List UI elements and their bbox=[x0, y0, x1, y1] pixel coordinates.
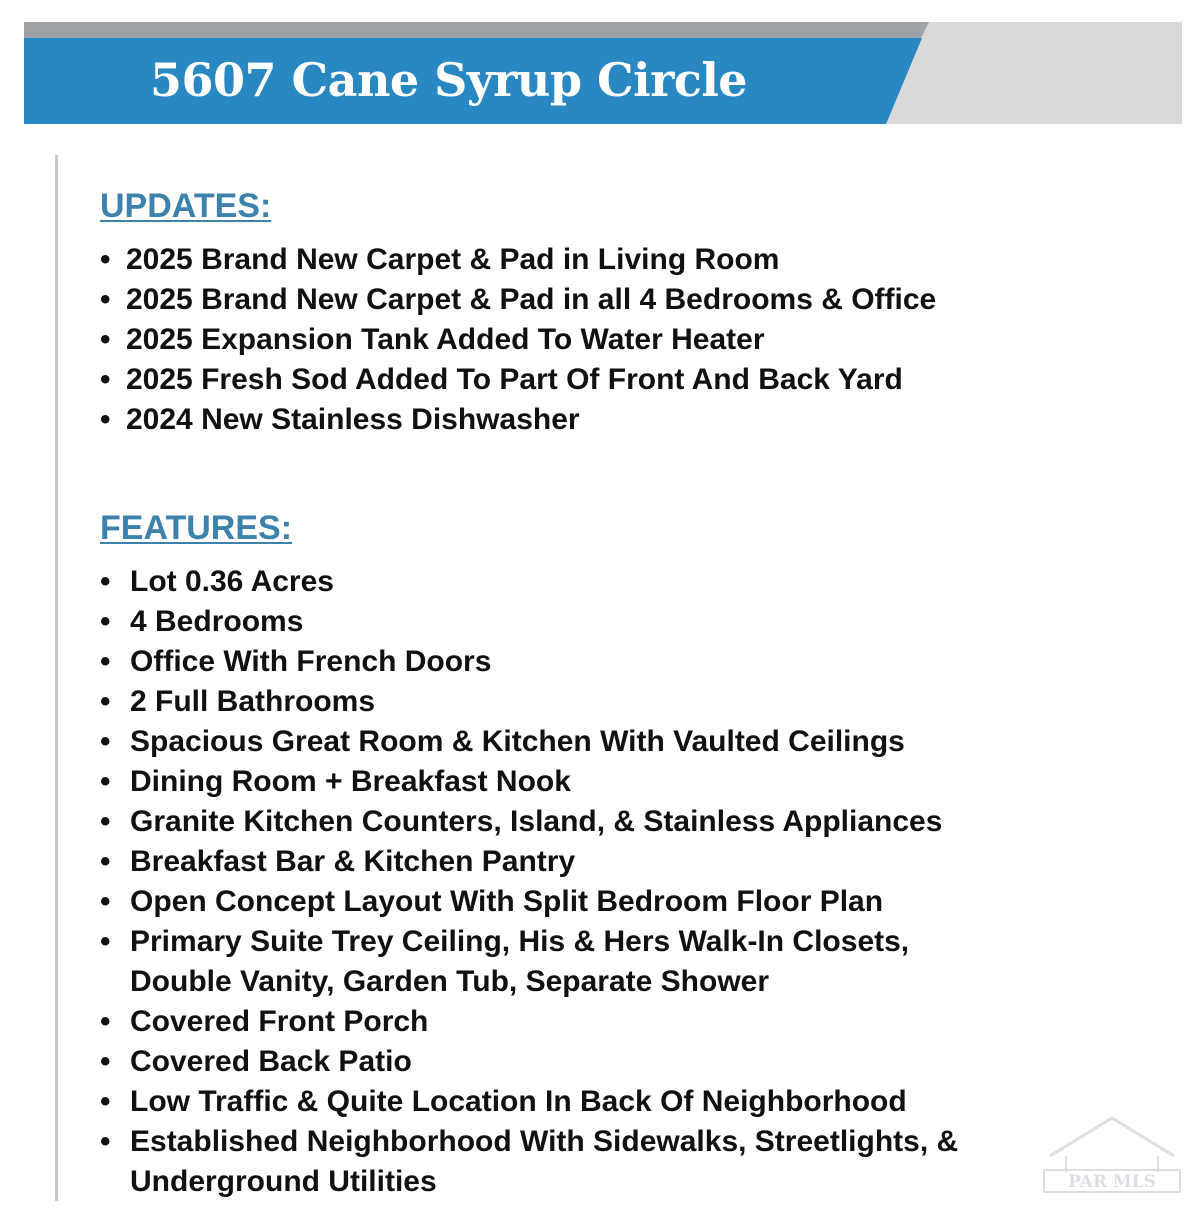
list-item bbox=[100, 280, 936, 320]
list-item-text: 2024 New Stainless Dishwasher bbox=[126, 403, 580, 436]
list-item-text: Granite Kitchen Counters, Island, & Stainless Appliances bbox=[130, 805, 943, 838]
list-item-text: 2025 Brand New Carpet & Pad in Living Room bbox=[126, 243, 780, 276]
list-item bbox=[100, 802, 958, 842]
bullet-icon: • bbox=[100, 403, 111, 436]
updates-list bbox=[100, 240, 936, 440]
list-item-text: 2025 Fresh Sod Added To Part Of Front And Back Yard bbox=[126, 363, 903, 396]
bullet-icon: • bbox=[100, 1005, 111, 1038]
list-item bbox=[100, 882, 958, 922]
list-item-text: 2025 Brand New Carpet & Pad in all 4 Bedrooms & Office bbox=[126, 283, 937, 316]
list-item-text-continued: Double Vanity, Garden Tub, Separate Shower bbox=[130, 965, 770, 998]
bullet-icon: • bbox=[100, 243, 111, 276]
list-item-text: Spacious Great Room & Kitchen With Vaulted Ceilings bbox=[130, 725, 905, 758]
bullet-icon: • bbox=[100, 725, 111, 758]
bullet-icon: • bbox=[100, 805, 111, 838]
bullet-icon: • bbox=[100, 283, 111, 316]
list-item bbox=[100, 360, 936, 400]
mls-watermark-logo bbox=[1036, 1112, 1188, 1208]
updates-heading: UPDATES: bbox=[100, 187, 272, 225]
bullet-icon: • bbox=[100, 565, 111, 598]
bullet-icon: • bbox=[100, 1085, 111, 1118]
list-item bbox=[100, 762, 958, 802]
bullet-icon: • bbox=[100, 605, 111, 638]
bullet-icon: • bbox=[100, 1045, 111, 1078]
list-item bbox=[100, 602, 958, 642]
list-item-text: 4 Bedrooms bbox=[130, 605, 304, 638]
list-item bbox=[100, 682, 958, 722]
list-item bbox=[100, 1082, 958, 1122]
list-item bbox=[100, 842, 958, 882]
list-item-text: Established Neighborhood With Sidewalks, Streetlights, & bbox=[130, 1125, 959, 1158]
list-item bbox=[100, 240, 936, 280]
list-item bbox=[100, 1042, 958, 1082]
list-item-text: Covered Back Patio bbox=[130, 1045, 412, 1078]
bullet-icon: • bbox=[100, 323, 111, 356]
list-item-text: Office With French Doors bbox=[130, 645, 492, 678]
features-heading: FEATURES: bbox=[100, 509, 293, 547]
bullet-icon: • bbox=[100, 685, 111, 718]
bullet-icon: • bbox=[100, 645, 111, 678]
list-item-text-continued: Underground Utilities bbox=[130, 1165, 437, 1198]
list-item-text: Dining Room + Breakfast Nook bbox=[130, 765, 571, 798]
banner-top-stripe bbox=[24, 22, 929, 40]
bullet-icon: • bbox=[100, 363, 111, 396]
list-item-text: Covered Front Porch bbox=[130, 1005, 429, 1038]
list-item-text: Primary Suite Trey Ceiling, His & Hers Walk-In Closets, bbox=[130, 925, 910, 958]
list-item bbox=[100, 562, 958, 602]
bullet-icon: • bbox=[100, 925, 111, 958]
list-item-text: 2025 Expansion Tank Added To Water Heater bbox=[126, 323, 765, 356]
page-title: 5607 Cane Syrup Circle bbox=[150, 53, 748, 107]
list-item bbox=[100, 922, 958, 1002]
list-item bbox=[100, 320, 936, 360]
list-item-text: Low Traffic & Quite Location In Back Of Neighborhood bbox=[130, 1085, 907, 1118]
list-item-text: Open Concept Layout With Split Bedroom Floor Plan bbox=[130, 885, 884, 918]
list-item-text: Breakfast Bar & Kitchen Pantry bbox=[130, 845, 576, 878]
list-item bbox=[100, 722, 958, 762]
list-item bbox=[100, 400, 936, 440]
left-divider bbox=[55, 155, 58, 1201]
list-item-text: 2 Full Bathrooms bbox=[130, 685, 376, 718]
list-item bbox=[100, 1122, 958, 1202]
bullet-icon: • bbox=[100, 885, 111, 918]
watermark-text: PAR MLS bbox=[1068, 1172, 1156, 1192]
list-item bbox=[100, 642, 958, 682]
features-list bbox=[100, 562, 958, 1202]
bullet-icon: • bbox=[100, 765, 111, 798]
bullet-icon: • bbox=[100, 1125, 111, 1158]
list-item-text: Lot 0.36 Acres bbox=[130, 565, 334, 598]
list-item bbox=[100, 1002, 958, 1042]
bullet-icon: • bbox=[100, 845, 111, 878]
